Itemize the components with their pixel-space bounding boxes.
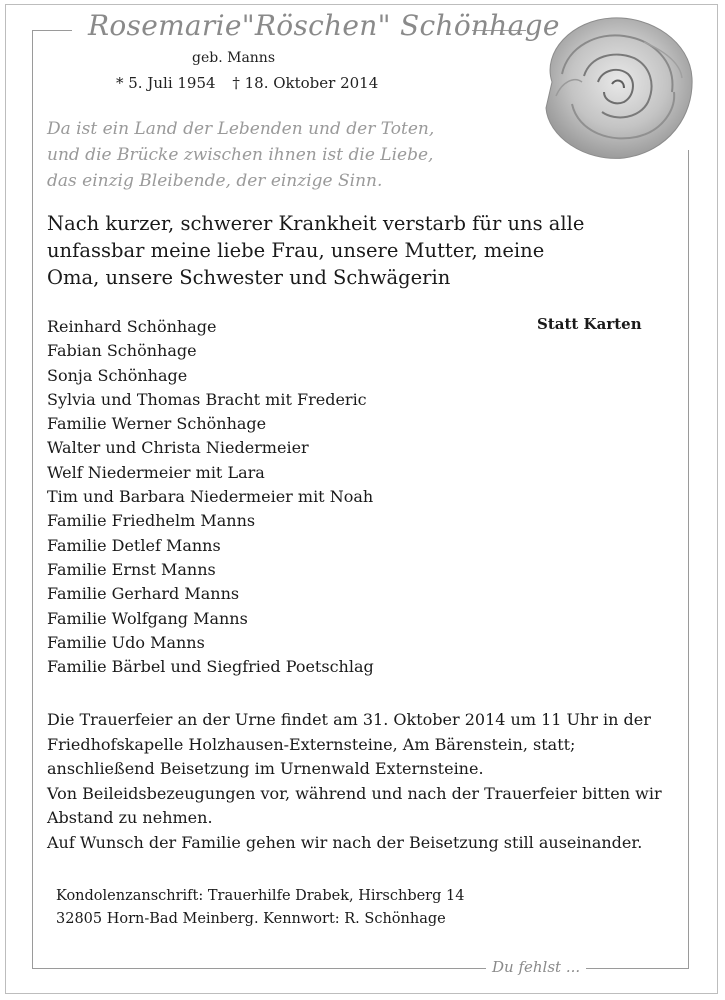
frame-line-bottom-right xyxy=(586,968,689,969)
poem-line: Da ist ein Land der Lebenden und der Toten, xyxy=(47,119,435,139)
announcement-line: Nach kurzer, schwerer Krankheit verstarb für uns alle xyxy=(47,212,585,235)
poem-line: das einzig Bleibende, der einzige Sinn. xyxy=(47,171,383,191)
condolence-line: 32805 Horn-Bad Meinberg. Kennwort: R. Schönhage xyxy=(56,911,446,927)
mourner: Familie Udo Manns xyxy=(47,632,205,652)
mourner: Tim und Barbara Niedermeier mit Noah xyxy=(47,487,374,507)
info-line: Friedhofskapelle Holzhausen-Externsteine, Am Bärenstein, statt; xyxy=(47,734,576,754)
condolence-line: Kondolenzanschrift: Trauerhilfe Drabek, Hirschberg 14 xyxy=(56,888,465,904)
info-line: Auf Wunsch der Familie gehen wir nach der Beisetzung still auseinander. xyxy=(47,832,643,852)
mourner: Fabian Schönhage xyxy=(47,341,197,361)
death-announcement xyxy=(47,210,584,291)
signoff: Du fehlst ... xyxy=(492,958,581,976)
mourner: Familie Bärbel und Siegfried Poetschlag xyxy=(47,657,374,677)
condolence-address xyxy=(56,885,464,931)
mourner: Sonja Schönhage xyxy=(47,365,188,385)
info-line: Die Trauerfeier an der Urne findet am 31. Oktober 2014 um 11 Uhr in der xyxy=(47,710,651,729)
frame-line-right xyxy=(688,150,689,968)
mourner: Familie Werner Schönhage xyxy=(47,414,267,434)
death-date: † 18. Oktober 2014 xyxy=(232,74,379,92)
funeral-info xyxy=(47,708,662,855)
life-dates xyxy=(116,74,390,92)
announcement-line: Oma, unsere Schwester und Schwägerin xyxy=(47,266,451,289)
info-line: anschließend Beisetzung im Urnenwald Externsteine. xyxy=(47,759,484,778)
info-line: Von Beileidsbezeugungen vor, während und nach der Trauerfeier bitten wir xyxy=(47,783,662,803)
frame-line-bottom-left xyxy=(32,968,486,969)
birth-name: geb. Manns xyxy=(192,50,276,66)
statt-karten-label: Statt Karten xyxy=(537,315,642,333)
mourner: Familie Gerhard Manns xyxy=(47,584,240,604)
mourner: Walter und Christa Niedermeier xyxy=(47,438,309,458)
mourner: Familie Wolfgang Manns xyxy=(47,608,248,628)
frame-line-top-left xyxy=(32,30,72,31)
announcement-line: unfassbar meine liebe Frau, unsere Mutter, meine xyxy=(47,239,545,262)
mourners-list xyxy=(47,315,374,679)
mourner: Reinhard Schönhage xyxy=(47,317,217,336)
rose-image xyxy=(532,12,700,162)
mourner: Familie Friedhelm Manns xyxy=(47,511,256,531)
mourner: Familie Detlef Manns xyxy=(47,535,221,555)
poem-line: und die Brücke zwischen ihnen ist die Liebe, xyxy=(47,145,434,165)
mourner: Welf Niedermeier mit Lara xyxy=(47,462,265,482)
info-line: Abstand zu nehmen. xyxy=(47,808,213,827)
mourner: Familie Ernst Manns xyxy=(47,559,216,579)
poem xyxy=(47,116,434,194)
deceased-name: Rosemarie"Röschen" Schönhage xyxy=(88,9,560,42)
birth-date: * 5. Juli 1954 xyxy=(116,74,216,92)
mourner: Sylvia und Thomas Bracht mit Frederic xyxy=(47,389,367,409)
frame-line-left xyxy=(32,30,33,968)
